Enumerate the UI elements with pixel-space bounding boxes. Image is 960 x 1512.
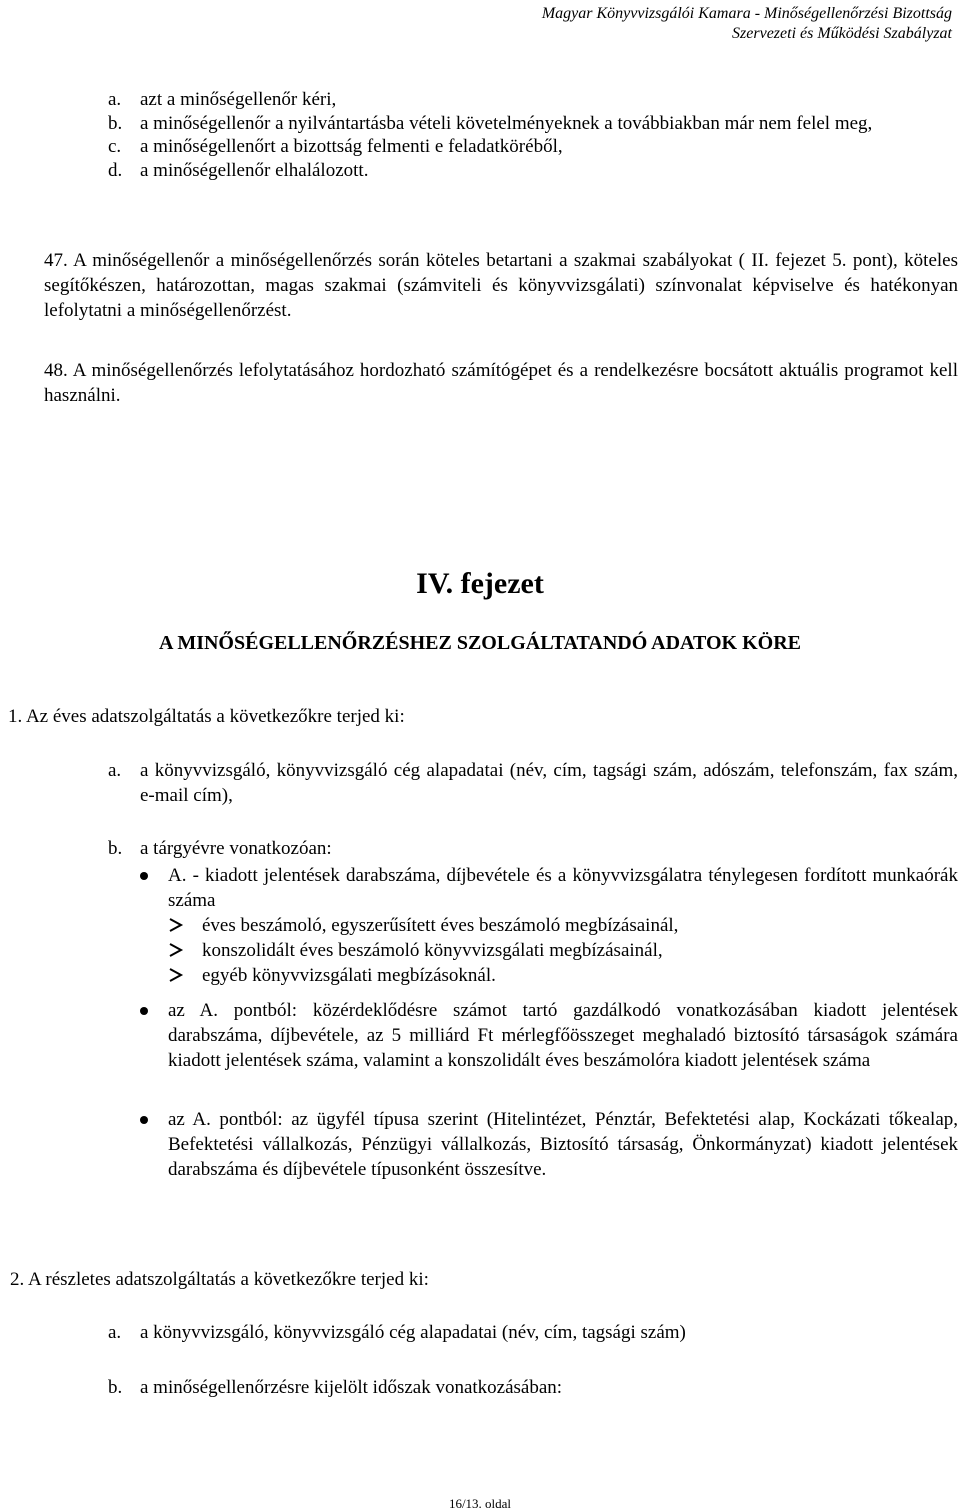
list-label: b. — [108, 112, 123, 134]
arrow-bullet-icon — [168, 913, 202, 938]
item-text: a könyvvizsgáló, könyvvizsgáló cég alapadatai (név, cím, tagsági szám) — [140, 1322, 686, 1343]
bullet-text: az A. pontból: az ügyfél típusa szerint (Hitelintézet, Pénztár, Befektetési alap, Kockázati tőkealap, Befektetési vállalkozás, Pénzügyi vállalkozás, Biztosító társaság, Önkormányzat) kiadott jelentések darabszáma és díjbevétele típusonként összesítve. — [168, 1109, 958, 1180]
termination-list — [108, 88, 958, 182]
bullet-dot-icon — [136, 1107, 168, 1182]
item-text: a könyvvizsgáló, könyvvizsgáló cég alapadatai (név, cím, tagsági szám, adószám, telefonszám, fax szám, e-mail cím), — [140, 760, 958, 806]
section-1-item-a — [108, 758, 958, 808]
list-label: a. — [108, 89, 122, 110]
arrow-bullet-icon — [168, 963, 202, 988]
list-text: a minőségellenőrt a bizottság felmenti e feladatköréből, — [140, 136, 563, 157]
paragraph-48: 48. A minőségellenőrzés lefolytatásához hordozható számítógépet és a rendelkezésre bocsátott aktuális programot kell használni. — [44, 360, 958, 406]
bullet-item — [136, 998, 958, 1073]
page-number: 16/13. oldal — [448, 1496, 512, 1511]
section-2-heading — [10, 1267, 958, 1292]
bullet-text: A. - kiadott jelentések darabszáma, díjbevétele és a könyvvizsgálatra ténylegesen fordított munkaórák száma — [168, 865, 958, 911]
item-text: a tárgyévre vonatkozóan: — [140, 838, 332, 859]
list-text: azt a minőségellenőr kéri, — [140, 89, 337, 110]
section-1-item-b — [108, 836, 958, 861]
item-label: a. — [108, 1322, 122, 1343]
chapter-number: IV. fejezet — [416, 567, 544, 600]
heading-text: 1. Az éves adatszolgáltatás a következőkre terjed ki: — [8, 706, 405, 727]
section-2-item-a — [108, 1320, 958, 1345]
bullet-item — [136, 863, 958, 988]
list-item — [108, 159, 958, 183]
running-header — [542, 4, 952, 44]
sub-item — [168, 913, 958, 938]
bullet-text: az A. pontból: közérdeklődésre számot tartó gazdálkodó vonatkozásában kiadott jelentések darabszáma, díjbevétele, az 5 milliárd Ft mérlegfőösszeget meghaladó biztosító társaságok számára kiadott jelentések száma, valamint a konszolidált éves beszámolóra kiadott jelentések száma — [168, 1000, 958, 1071]
paragraph-47: 47. A minőségellenőr a minőségellenőrzés során köteles betartani a szakmai szabályokat ( II. fejezet 5. pont), köteles segítőkészen, határozottan, magas szakmai (számviteli és könyvvizsgálati) színvonalat képviselve és hatékonyan lefolytatni a minőségellenőrzést. — [44, 250, 958, 321]
chapter-title: A MINŐSÉGELLENŐRZÉSHEZ SZOLGÁLTATANDÓ ADATOK KÖRE — [158, 632, 801, 654]
item-label: a. — [108, 760, 122, 781]
sub-item-text: konszolidált éves beszámoló könyvvizsgálati megbízásainál, — [202, 940, 663, 961]
section-1-heading — [8, 704, 958, 729]
bullet-dot-icon — [136, 998, 168, 1073]
sub-item-text: éves beszámoló, egyszerűsített éves beszámoló megbízásainál, — [202, 915, 679, 936]
bullet-dot-icon — [136, 863, 168, 988]
header-line-1: Magyar Könyvvizsgálói Kamara - Minőségellenőrzési Bizottság — [541, 5, 952, 22]
sub-item — [168, 938, 958, 963]
item-text: a minőségellenőrzésre kijelölt időszak vonatkozásában: — [140, 1377, 563, 1398]
item-label: b. — [108, 1377, 123, 1398]
heading-text: 2. A részletes adatszolgáltatás a következőkre terjed ki: — [10, 1269, 429, 1290]
list-item — [108, 88, 958, 112]
arrow-bullet-icon — [168, 938, 202, 963]
bullet-item — [136, 1107, 958, 1182]
list-label: c. — [108, 136, 122, 157]
list-item — [108, 112, 958, 136]
sub-item — [168, 963, 958, 988]
list-label: d. — [108, 159, 123, 181]
list-text: a minőségellenőr elhalálozott. — [140, 159, 369, 181]
header-line-2: Szervezeti és Működési Szabályzat — [732, 25, 952, 42]
list-text: a minőségellenőr a nyilvántartásba vételi követelményeknek a továbbiakban már nem felel meg, — [140, 112, 873, 134]
section-2-item-b — [108, 1375, 958, 1400]
item-label: b. — [108, 838, 123, 859]
sub-item-text: egyéb könyvvizsgálati megbízásoknál. — [202, 965, 496, 986]
list-item — [108, 135, 958, 159]
